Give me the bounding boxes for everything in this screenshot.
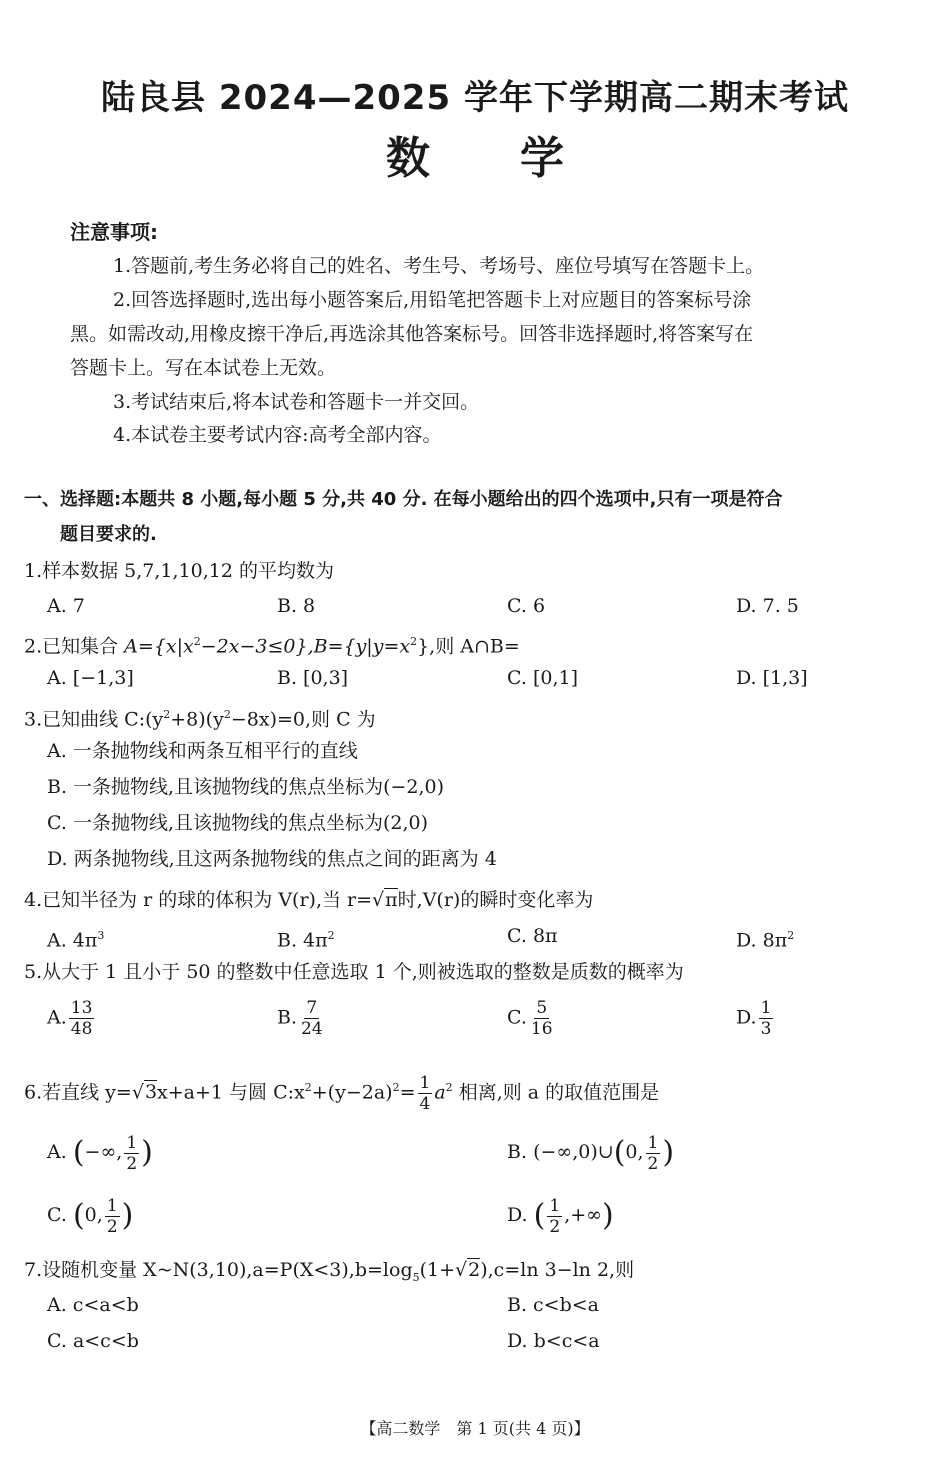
sqrt-radicand: 2 (468, 1259, 481, 1281)
option-label: D. (507, 1204, 528, 1226)
fraction (105, 1196, 120, 1237)
question-4-stem (24, 886, 593, 914)
question-6-stem-part: 相离,则 a 的取值范围是 (452, 1081, 660, 1104)
denominator: 48 (70, 1019, 93, 1039)
right-paren: ) (602, 1198, 614, 1233)
question-7-option-d: D. b<c<a (507, 1330, 600, 1352)
exponent: 2 (304, 1081, 312, 1094)
numerator: 1 (760, 998, 772, 1018)
option-text: A. 4π (47, 929, 98, 952)
question-3-stem (24, 701, 376, 733)
page-footer: 【高二数学 第 1 页(共 4 页)】 (360, 1419, 590, 1438)
exponent: 2 (163, 708, 171, 721)
question-6-stem (24, 1070, 659, 1114)
question-5-stem: 5.从大于 1 且小于 50 的整数中任意选取 1 个,则被选取的整数是质数的概率为 (24, 961, 684, 983)
question-2-set-a: A={x|x (124, 635, 194, 658)
numerator: 7 (306, 998, 318, 1018)
sqrt-radicand: π (385, 889, 398, 911)
exponent: 2 (445, 1081, 453, 1094)
option-text: (−∞,0)∪ (533, 1141, 614, 1163)
denominator: 2 (106, 1216, 118, 1237)
sqrt-radicand: 3 (144, 1081, 158, 1104)
question-6-stem-part: 6.若直线 y= (24, 1081, 132, 1104)
question-3-option-a: A. 一条抛物线和两条互相平行的直线 (47, 740, 358, 762)
fraction (69, 998, 95, 1039)
question-3-option-b: B. 一条抛物线,且该抛物线的焦点坐标为(−2,0) (47, 776, 445, 798)
option-label: A. (47, 1006, 67, 1029)
question-4-stem-part: 时,V(r)的瞬时变化率为 (397, 889, 594, 911)
exponent: 2 (327, 929, 335, 942)
fraction (759, 998, 774, 1039)
option-text: 0, (84, 1204, 103, 1226)
option-label: B. (277, 1006, 298, 1029)
option-label: B. (507, 1141, 528, 1163)
numerator: 13 (70, 998, 93, 1018)
numerator: 5 (536, 998, 548, 1018)
question-2-option-d: D. [1,3] (736, 667, 808, 689)
question-4-option-a (47, 922, 104, 954)
option-label: C. (507, 1006, 527, 1029)
question-6-stem-part: x+a+1 与圆 C:x (157, 1081, 305, 1104)
numerator: 1 (549, 1195, 561, 1216)
notice-item-2-line-2: 黑。如需改动,用橡皮擦干净后,再选涂其他答案标号。回答非选择题时,将答案写在 (70, 323, 754, 345)
question-4-option-c: C. 8π (507, 925, 558, 947)
exponent: 2 (193, 635, 201, 648)
left-paren: ( (613, 1135, 626, 1170)
option-label: D. (736, 1006, 757, 1029)
fraction (646, 1133, 661, 1174)
notice-item-3: 3.考试结束后,将本试卷和答题卡一并交回。 (113, 391, 480, 413)
right-paren: ) (121, 1198, 134, 1233)
sqrt-sign: √ (131, 1081, 144, 1104)
question-1-stem: 1.样本数据 5,7,1,10,12 的平均数为 (24, 560, 334, 582)
fraction (299, 998, 325, 1039)
option-text: D. 8π (736, 929, 788, 952)
left-paren: ( (72, 1135, 85, 1170)
question-6-option-b (507, 1132, 674, 1174)
notice-item-1: 1.答题前,考生务必将自己的姓名、考生号、考场号、座位号填写在答题卡上。 (113, 255, 765, 277)
question-3-stem-part: +8)(y (170, 708, 224, 731)
section-1-heading-line-1: 一、选择题:本题共 8 小题,每小题 5 分,共 40 分. 在每小题给出的四个选项中,只有一项是符合 (24, 489, 783, 510)
numerator: 1 (126, 1132, 138, 1153)
notice-item-2-line-1: 2.回答选择题时,选出每小题答案后,用铅笔把答题卡上对应题目的答案标号涂 (113, 289, 752, 311)
question-7-option-a: A. c<a<b (47, 1294, 139, 1316)
question-4-stem-part: 4.已知半径为 r 的球的体积为 V(r),当 r= (24, 889, 373, 911)
option-text: B. 4π (277, 929, 328, 952)
fraction (529, 998, 555, 1039)
question-2-option-c: C. [0,1] (507, 667, 578, 689)
question-6-option-a (47, 1132, 153, 1174)
exam-title: 陆良县 2024—2025 学年下学期高二期末考试 (101, 78, 849, 118)
question-7-stem-part: 7.设随机变量 X~N(3,10),a=P(X<3),b=log (24, 1259, 413, 1281)
denominator: 24 (301, 1019, 323, 1039)
question-1-option-d: D. 7. 5 (736, 595, 799, 617)
numerator: 1 (647, 1132, 659, 1153)
exponent: 2 (787, 929, 795, 942)
question-5-option-d (736, 998, 775, 1039)
option-text: ,+∞ (564, 1204, 602, 1226)
option-text: −∞, (84, 1141, 123, 1163)
question-4-option-b (277, 922, 335, 954)
sqrt-sign: √ (372, 889, 385, 911)
question-1-option-a: A. 7 (47, 595, 85, 617)
question-6-stem-part: +(y−2a) (311, 1081, 393, 1104)
subject-title: 数学 (386, 133, 654, 184)
denominator: 2 (126, 1153, 138, 1174)
question-5-option-a (47, 998, 96, 1039)
question-5-option-c (507, 998, 557, 1039)
option-label: A. (47, 1141, 67, 1163)
question-3-option-d: D. 两条抛物线,且这两条抛物线的焦点之间的距离为 4 (47, 848, 497, 870)
notice-item-4: 4.本试卷主要考试内容:高考全部内容。 (113, 424, 442, 446)
right-paren: ) (141, 1135, 153, 1170)
exponent: 2 (392, 1081, 400, 1094)
question-7-stem-part: (1+ (419, 1259, 456, 1281)
denominator: 16 (530, 1019, 553, 1039)
right-paren: ) (662, 1135, 675, 1170)
question-2-set-b: −2x−3≤0},B={y|y=x (200, 635, 411, 658)
question-1-option-c: C. 6 (507, 595, 546, 617)
denominator: 4 (419, 1093, 431, 1114)
numerator: 1 (419, 1072, 431, 1093)
question-3-stem-part: 3.已知曲线 C:(y (24, 708, 164, 731)
sqrt-sign: √ (455, 1259, 468, 1281)
question-7-option-c: C. a<c<b (47, 1330, 139, 1352)
denominator: 3 (760, 1019, 772, 1039)
question-2-stem (24, 628, 520, 660)
exponent: 2 (223, 708, 231, 721)
left-paren: ( (72, 1198, 85, 1233)
notice-item-2-line-3: 答题卡上。写在本试卷上无效。 (70, 357, 337, 379)
question-3-option-c: C. 一条抛物线,且该抛物线的焦点坐标为(2,0) (47, 812, 429, 834)
log-base: 5 (412, 1270, 420, 1284)
question-5-option-b (277, 998, 327, 1039)
question-7-option-b: B. c<b<a (507, 1294, 600, 1316)
notice-heading: 注意事项: (70, 220, 158, 244)
section-1-heading-line-2: 题目要求的. (60, 524, 157, 545)
fraction (418, 1073, 433, 1114)
question-2-stem-end: },则 A∩B= (417, 635, 520, 658)
numerator: 1 (106, 1195, 118, 1216)
option-label: C. (47, 1204, 67, 1226)
fraction (124, 1133, 139, 1174)
question-6-option-d (507, 1195, 614, 1237)
question-6-stem-part: = (399, 1081, 416, 1104)
question-2-stem-part: 2.已知集合 (24, 635, 125, 658)
fraction (547, 1196, 562, 1237)
question-7-stem (24, 1256, 634, 1292)
question-6-option-c (47, 1195, 133, 1237)
question-7-stem-part: ),c=ln 3−ln 2,则 (480, 1259, 635, 1281)
exponent: 2 (410, 635, 418, 648)
question-4-option-d (736, 922, 794, 954)
question-3-stem-part: −8x)=0,则 C 为 (230, 708, 376, 731)
denominator: 2 (549, 1216, 561, 1237)
question-6-variable: a (434, 1081, 446, 1104)
option-text: 0, (625, 1141, 644, 1163)
denominator: 2 (647, 1153, 659, 1174)
exponent: 3 (97, 929, 105, 942)
left-paren: ( (533, 1198, 546, 1233)
question-2-option-a: A. [−1,3] (47, 667, 134, 689)
question-1-option-b: B. 8 (277, 595, 316, 617)
question-2-option-b: B. [0,3] (277, 667, 349, 689)
